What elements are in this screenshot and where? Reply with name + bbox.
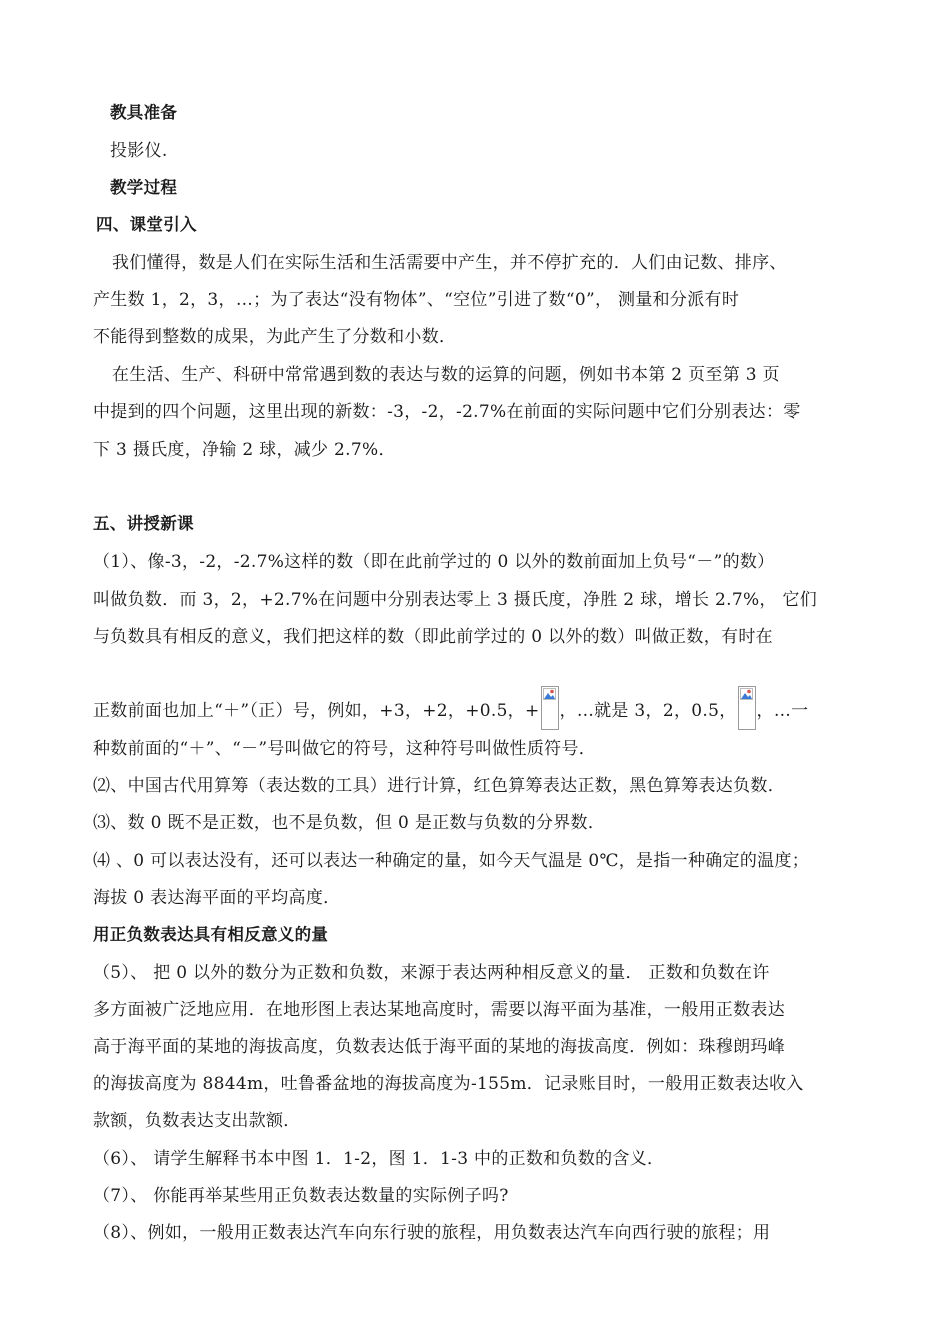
intro-line-4: 在生活、生产、科研中常常遇到数的表达与数的运算的问题，例如书本第 2 页至第 3 页 (112, 365, 780, 385)
subheading-opposite-quantities: 用正负数表达具有相反意义的量 (93, 925, 329, 944)
lesson-line-2: 叫做负数．而 3，2，+2.7%在问题中分别表达零上 3 摄氏度，净胜 2 球，增长 2.7%， 它们 (93, 590, 818, 610)
broken-image-icon (541, 686, 559, 730)
section-5-title: 五、讲授新课 (93, 514, 194, 533)
lesson-line-16: （7）、 你能再举某些用正负数表达数量的实际例子吗? (93, 1186, 509, 1206)
lesson-line-14: 款额，负数表达支出款额． (93, 1111, 301, 1131)
lesson-line-17: （8）、例如，一般用正数表达汽车向东行驶的旅程，用负数表达汽车向西行驶的旅程；用 (93, 1223, 771, 1243)
intro-line-5: 中提到的四个问题，这里出现的新数：-3，-2，-2.7%在前面的实际问题中它们分别表达：零 (93, 402, 801, 422)
lesson-line-15: （6）、 请学生解释书本中图 1．1-2，图 1．1-3 中的正数和负数的含义． (93, 1149, 665, 1169)
section-4-title: 四、课堂引入 (96, 215, 197, 234)
lesson-line-8: ⑷ 、0 可以表达没有，还可以表达一种确定的量，如今天气温是 0℃，是指一种确定的温度； (93, 851, 810, 871)
lesson-line-5: 种数前面的“＋”、“－”号叫做它的符号，这种符号叫做性质符号． (93, 739, 597, 759)
lesson-line-4-part3: ，…一 (756, 701, 809, 721)
broken-image-icon (738, 686, 756, 730)
intro-line-2: 产生数 1，2，3，…；为了表达“没有物体”、“空位”引进了数“0”， 测量和分派有时 (93, 290, 740, 310)
lesson-line-13: 的海拔高度为 8844m，吐鲁番盆地的海拔高度为-155m．记录账目时，一般用正数表达收入 (93, 1074, 804, 1094)
lesson-line-9: 海拔 0 表达海平面的平均高度． (93, 888, 341, 908)
tools-text: 投影仪. (110, 141, 168, 161)
lesson-line-3: 与负数具有相反的意义，我们把这样的数（即此前学过的 0 以外的数）叫做正数，有时在 (93, 627, 773, 647)
lesson-line-11: 多方面被广泛地应用．在地形图上表达某地高度时，需要以海平面为基准，一般用正数表达 (93, 1000, 785, 1020)
lesson-line-with-images (93, 686, 808, 730)
lesson-line-10: （5）、 把 0 以外的数分为正数和负数，来源于表达两种相反意义的量． 正数和负数在许 (93, 963, 770, 983)
lesson-line-4-part1: 正数前面也加上“＋”（正）号，例如，+3，+2，+0.5，+ (93, 701, 540, 721)
lesson-line-7: ⑶、数 0 既不是正数，也不是负数，但 0 是正数与负数的分界数． (93, 813, 606, 833)
lesson-line-1: （1）、像-3，-2，-2.7%这样的数（即在此前学过的 0 以外的数前面加上负号“－”的数） (93, 552, 775, 572)
lesson-line-4-part2: ，…就是 3，2，0.5， (559, 701, 737, 721)
lesson-line-12: 高于海平面的某地的海拔高度，负数表达低于海平面的某地的海拔高度．例如：珠穆朗玛峰 (93, 1037, 785, 1057)
intro-line-3: 不能得到整数的成果，为此产生了分数和小数． (93, 327, 457, 347)
heading-teaching-process: 教学过程 (110, 178, 178, 197)
heading-teaching-tools: 教具准备 (110, 103, 178, 122)
intro-line-6: 下 3 摄氏度，净输 2 球，减少 2.7%． (93, 440, 396, 460)
lesson-line-6: ⑵、中国古代用算筹（表达数的工具）进行计算，红色算筹表达正数，黑色算筹表达负数． (93, 776, 785, 796)
intro-line-1: 我们懂得，数是人们在实际生活和生活需要中产生，并不停扩充的．人们由记数、排序、 (112, 253, 787, 273)
